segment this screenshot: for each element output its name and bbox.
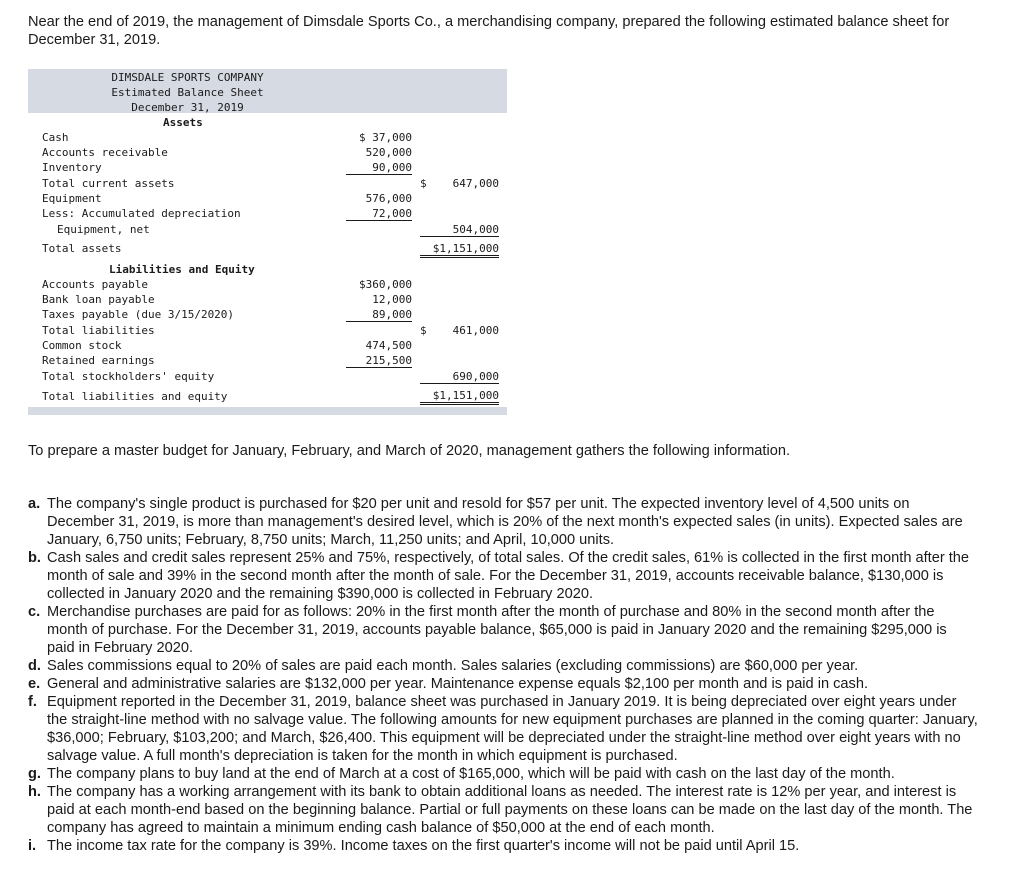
taxes-payable-label: Taxes payable (due 3/15/2020) [42,308,235,321]
item-text: Cash sales and credit sales represent 25% and 75%, respectively, of total sales. Of the credit sales, 61% is collected in the first month after the month of sale and 39% in the second month after the month of sale. For the December 31, 2019, accounts receivable balance, $130,000 is collected in January 2020 and the remaining $390,000 is collected in February 2020. [47,550,970,602]
item-text: Equipment reported in the December 31, 2019, balance sheet was purchased in January 2019. It is being depreciated over eight years under the straight-line method with no salvage value. The following amounts for new equipment purchases are planned in the coming quarter: January, $36,000; February, $103,200; and March, $26,400. This equipment will be depreciated under the straight-line method over eight years with no salvage value. A full month's depreciation is taken for the month in which equipment is purchased. [47,694,978,764]
cash-value: $ 37,000 [359,131,412,144]
equipment-value: 576,000 [365,192,412,205]
total-equity-value: 690,000 [420,370,499,384]
total-assets-label: Total assets [42,242,122,255]
bank-loan-value: 12,000 [372,293,412,306]
accounts-payable-value: $360,000 [359,278,412,291]
intro-paragraph: Near the end of 2019, the management of Dimsdale Sports Co., a merchandising company, prepared the following estimated balance sheet for December 31, 2019. [28,14,950,48]
item-text: Merchandise purchases are paid for as follows: 20% in the first month after the month of purchase and 80% in the second month after the month of purchase. For the December 31, 2019, accounts payable balance, $65,000 is paid in January 2020 and the remaining $295,000 is paid in February 2020. [47,604,947,656]
total-current-assets-dollar: $ [420,177,427,190]
list-item [28,837,978,855]
cash-label: Cash [42,131,69,144]
accounts-receivable-value: 520,000 [365,146,412,159]
list-item [28,765,978,783]
item-marker: i. [28,838,37,854]
total-liabilities-dollar: $ [420,324,427,337]
item-marker: c. [28,604,41,620]
list-item [28,657,978,675]
total-current-assets-value: 647,000 [452,177,499,190]
common-stock-value: 474,500 [365,339,412,352]
list-item [28,675,978,693]
inventory-value: 90,000 [346,161,412,175]
equipment-label: Equipment [42,192,102,205]
statement-date: December 31, 2019 [131,101,244,114]
accumulated-depreciation-label: Less: Accumulated depreciation [42,207,241,220]
list-item [28,495,978,549]
accounts-payable-label: Accounts payable [42,278,148,291]
inventory-label: Inventory [42,161,102,174]
item-text: General and administrative salaries are $132,000 per year. Maintenance expense equals $2,100 per month and is paid in cash. [47,676,869,692]
list-item [28,549,978,603]
total-liabilities-value: 461,000 [452,324,499,337]
item-marker: g. [28,766,41,782]
total-current-assets-label: Total current assets [42,177,175,190]
list-item [28,603,978,657]
information-list [28,495,978,855]
list-item [28,693,978,765]
item-marker: a. [28,496,41,512]
equipment-net-label: Equipment, net [57,223,150,236]
liabilities-equity-heading: Liabilities and Equity [109,263,255,276]
item-text: The company has a working arrangement with its bank to obtain additional loans as needed. The interest rate is 12% per year, and interest is paid at each month-end based on the beginning balance. Partial or full payments on these loans can be made on the last day of the month. The company has agreed to maintain a minimum ending cash balance of $50,000 at the end of each month. [47,784,973,836]
accumulated-depreciation-value: 72,000 [346,207,412,221]
total-liabilities-equity-value: $1,151,000 [420,389,499,405]
item-text: The company's single product is purchased for $20 per unit and resold for $57 per unit. The expected inventory level of 4,500 units on December 31, 2019, is more than management's desired level, which is 20% of the next month's expected sales (in units). Expected sales are January, 6,750 units; February, 8,750 units; March, 11,250 units; and April, 10,000 units. [47,496,963,548]
item-text: Sales commissions equal to 20% of sales are paid each month. Sales salaries (excluding commissions) are $60,000 per year. [47,658,859,674]
total-assets-value: $1,151,000 [420,242,499,258]
retained-earnings-label: Retained earnings [42,354,155,367]
item-marker: h. [28,784,41,800]
balance-sheet-footer-band [28,407,507,415]
statement-title: Estimated Balance Sheet [111,86,264,99]
list-item [28,783,978,837]
accounts-receivable-label: Accounts receivable [42,146,168,159]
balance-sheet-table [28,69,507,415]
company-name: DIMSDALE SPORTS COMPANY [111,71,264,84]
item-marker: e. [28,676,41,692]
assets-heading: Assets [163,116,203,129]
item-marker: f. [28,694,37,710]
item-marker: d. [28,658,41,674]
item-marker: b. [28,550,41,566]
bank-loan-label: Bank loan payable [42,293,155,306]
taxes-payable-value: 89,000 [346,308,412,322]
total-liabilities-equity-label: Total liabilities and equity [42,390,228,403]
total-liabilities-label: Total liabilities [42,324,155,337]
budget-intro-paragraph: To prepare a master budget for January, February, and March of 2020, management gathers the following information. [28,443,790,459]
item-text: The company plans to buy land at the end of March at a cost of $165,000, which will be paid with cash on the last day of the month. [47,766,895,782]
common-stock-label: Common stock [42,339,122,352]
retained-earnings-value: 215,500 [346,354,412,368]
total-equity-label: Total stockholders' equity [42,370,215,383]
item-text: The income tax rate for the company is 39%. Income taxes on the first quarter's income will not be paid until April 15. [47,838,800,854]
equipment-net-value: 504,000 [420,223,499,237]
